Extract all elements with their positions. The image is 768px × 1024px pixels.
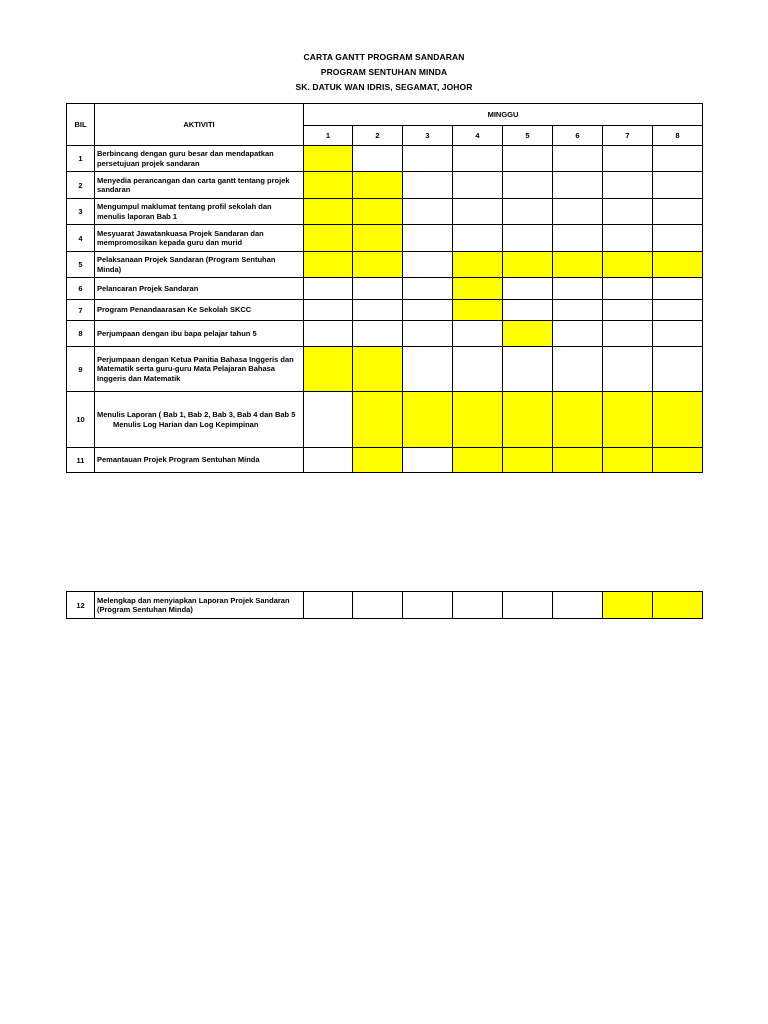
header-bil: BIL xyxy=(67,104,95,146)
week-cell-1 xyxy=(304,392,353,448)
week-cell-7 xyxy=(603,347,653,392)
week-cell-8 xyxy=(653,146,703,172)
week-cell-6 xyxy=(553,199,603,225)
week-cell-1 xyxy=(304,321,353,347)
table-row xyxy=(67,278,703,300)
row-bil: 1 xyxy=(67,146,95,172)
week-cell-8 xyxy=(653,321,703,347)
week-cell-1 xyxy=(304,592,353,619)
aktiviti-text: Mengumpul maklumat tentang profil sekolah dan menulis laporan Bab 1 xyxy=(97,202,272,221)
week-cell-3 xyxy=(403,278,453,300)
gantt-table-row-12 xyxy=(66,591,703,619)
week-cell-1 xyxy=(304,347,353,392)
row-bil: 2 xyxy=(67,172,95,199)
table-row xyxy=(67,225,703,252)
week-cell-8 xyxy=(653,225,703,252)
week-cell-4 xyxy=(453,172,503,199)
week-cell-6 xyxy=(553,392,603,448)
row-bil: 8 xyxy=(67,321,95,347)
aktiviti-text: Melengkap dan menyiapkan Laporan Projek Sandaran (Program Sentuhan Minda) xyxy=(97,595,290,614)
aktiviti-text: Berbincang dengan guru besar dan mendapatkan persetujuan projek sandaran xyxy=(97,149,274,168)
week-cell-3 xyxy=(403,592,453,619)
week-cell-8 xyxy=(653,252,703,278)
week-cell-3 xyxy=(403,392,453,448)
week-cell-8 xyxy=(653,278,703,300)
week-cell-1 xyxy=(304,278,353,300)
week-cell-6 xyxy=(553,347,603,392)
row-aktiviti xyxy=(95,347,304,392)
week-cell-3 xyxy=(403,252,453,278)
week-cell-5 xyxy=(503,172,553,199)
table-row xyxy=(67,392,703,448)
week-cell-1 xyxy=(304,300,353,321)
row-aktiviti xyxy=(95,592,304,619)
week-cell-7 xyxy=(603,225,653,252)
gantt-table xyxy=(66,103,703,473)
aktiviti-text: Mesyuarat Jawatankuasa Projek Sandaran dan mempromosikan kepada guru dan murid xyxy=(97,228,264,247)
week-cell-8 xyxy=(653,199,703,225)
row-aktiviti xyxy=(95,199,304,225)
aktiviti-text: Menyedia perancangan dan carta gantt tentang projek sandaran xyxy=(97,175,290,194)
week-cell-3 xyxy=(403,347,453,392)
row-bil: 5 xyxy=(67,252,95,278)
week-cell-1 xyxy=(304,172,353,199)
aktiviti-text: Pelancaran Projek Sandaran xyxy=(97,283,199,293)
week-cell-3 xyxy=(403,300,453,321)
week-cell-6 xyxy=(553,592,603,619)
header-week-5: 5 xyxy=(503,126,553,146)
week-cell-4 xyxy=(453,252,503,278)
week-cell-6 xyxy=(553,252,603,278)
week-cell-3 xyxy=(403,172,453,199)
week-cell-7 xyxy=(603,392,653,448)
week-cell-4 xyxy=(453,278,503,300)
title-line-1: CARTA GANTT PROGRAM SANDARAN xyxy=(303,52,465,62)
week-cell-2 xyxy=(353,321,403,347)
week-cell-4 xyxy=(453,448,503,473)
week-cell-1 xyxy=(304,448,353,473)
row-bil: 7 xyxy=(67,300,95,321)
week-cell-5 xyxy=(503,321,553,347)
title-line-3: SK. DATUK WAN IDRIS, SEGAMAT, JOHOR xyxy=(295,82,473,92)
week-cell-4 xyxy=(453,300,503,321)
week-cell-8 xyxy=(653,392,703,448)
week-cell-4 xyxy=(453,146,503,172)
row-aktiviti xyxy=(95,448,304,473)
table-row xyxy=(67,252,703,278)
week-cell-8 xyxy=(653,448,703,473)
week-cell-8 xyxy=(653,300,703,321)
week-cell-2 xyxy=(353,225,403,252)
row-aktiviti xyxy=(95,278,304,300)
week-cell-5 xyxy=(503,252,553,278)
week-cell-3 xyxy=(403,199,453,225)
week-cell-4 xyxy=(453,225,503,252)
row-bil: 4 xyxy=(67,225,95,252)
document-titles xyxy=(0,50,768,95)
header-week-2: 2 xyxy=(353,126,403,146)
week-cell-1 xyxy=(304,199,353,225)
week-cell-7 xyxy=(603,252,653,278)
week-cell-5 xyxy=(503,225,553,252)
week-cell-2 xyxy=(353,448,403,473)
week-cell-1 xyxy=(304,252,353,278)
row-aktiviti xyxy=(95,225,304,252)
week-cell-6 xyxy=(553,278,603,300)
title-line-2: PROGRAM SENTUHAN MINDA xyxy=(320,67,448,77)
week-cell-7 xyxy=(603,321,653,347)
week-cell-5 xyxy=(503,199,553,225)
header-week-4: 4 xyxy=(453,126,503,146)
aktiviti-text: Perjumpaan dengan ibu bapa pelajar tahun 5 xyxy=(97,328,257,338)
row-aktiviti xyxy=(95,300,304,321)
header-week-3: 3 xyxy=(403,126,453,146)
week-cell-7 xyxy=(603,300,653,321)
aktiviti-text: Pemantauan Projek Program Sentuhan Minda xyxy=(97,455,260,465)
week-cell-7 xyxy=(603,278,653,300)
week-cell-5 xyxy=(503,448,553,473)
row-aktiviti xyxy=(95,172,304,199)
aktiviti-text: Perjumpaan dengan Ketua Panitia Bahasa Inggeris dan Matematik serta guru-guru Mata Pelajaran Bahasa Inggeris dan Matematik xyxy=(97,354,294,383)
table-row xyxy=(67,448,703,473)
week-cell-2 xyxy=(353,278,403,300)
table-row xyxy=(67,300,703,321)
table-row xyxy=(67,592,703,619)
header-minggu: MINGGU xyxy=(304,104,703,126)
week-cell-6 xyxy=(553,300,603,321)
table-row xyxy=(67,321,703,347)
week-cell-6 xyxy=(553,146,603,172)
row-bil: 11 xyxy=(67,448,95,473)
week-cell-7 xyxy=(603,146,653,172)
week-cell-6 xyxy=(553,172,603,199)
row-aktiviti xyxy=(95,321,304,347)
week-cell-4 xyxy=(453,592,503,619)
row-aktiviti xyxy=(95,252,304,278)
row-bil: 3 xyxy=(67,199,95,225)
week-cell-2 xyxy=(353,146,403,172)
table-row xyxy=(67,199,703,225)
week-cell-2 xyxy=(353,252,403,278)
row-bil: 12 xyxy=(67,592,95,619)
week-cell-2 xyxy=(353,392,403,448)
week-cell-2 xyxy=(353,199,403,225)
row-bil: 6 xyxy=(67,278,95,300)
week-cell-1 xyxy=(304,225,353,252)
week-cell-5 xyxy=(503,278,553,300)
week-cell-5 xyxy=(503,146,553,172)
week-cell-1 xyxy=(304,146,353,172)
week-cell-2 xyxy=(353,300,403,321)
row-bil: 9 xyxy=(67,347,95,392)
header-week-6: 6 xyxy=(553,126,603,146)
header-week-8: 8 xyxy=(653,126,703,146)
week-cell-7 xyxy=(603,448,653,473)
week-cell-8 xyxy=(653,347,703,392)
week-cell-6 xyxy=(553,321,603,347)
header-aktiviti: AKTIVITI xyxy=(95,104,304,146)
week-cell-4 xyxy=(453,347,503,392)
week-cell-4 xyxy=(453,321,503,347)
table-row xyxy=(67,172,703,199)
week-cell-7 xyxy=(603,172,653,199)
week-cell-6 xyxy=(553,448,603,473)
week-cell-8 xyxy=(653,592,703,619)
week-cell-2 xyxy=(353,172,403,199)
week-cell-3 xyxy=(403,225,453,252)
aktiviti-text: Menulis Laporan ( Bab 1, Bab 2, Bab 3, Bab 4 dan Bab 5 xyxy=(97,410,296,419)
row-aktiviti xyxy=(95,392,304,448)
week-cell-8 xyxy=(653,172,703,199)
week-cell-2 xyxy=(353,347,403,392)
week-cell-5 xyxy=(503,347,553,392)
week-cell-6 xyxy=(553,225,603,252)
week-cell-5 xyxy=(503,300,553,321)
row-aktiviti xyxy=(95,146,304,172)
week-cell-7 xyxy=(603,199,653,225)
week-cell-5 xyxy=(503,392,553,448)
week-cell-2 xyxy=(353,592,403,619)
table-row xyxy=(67,146,703,172)
aktiviti-text-secondary: Menulis Log Harian dan Log Kepimpinan xyxy=(113,419,259,429)
aktiviti-text: Program Penandaarasan Ke Sekolah SKCC xyxy=(97,305,252,315)
header-week-7: 7 xyxy=(603,126,653,146)
row-bil: 10 xyxy=(67,392,95,448)
week-cell-3 xyxy=(403,448,453,473)
table-row xyxy=(67,347,703,392)
week-cell-4 xyxy=(453,199,503,225)
week-cell-7 xyxy=(603,592,653,619)
week-cell-5 xyxy=(503,592,553,619)
week-cell-3 xyxy=(403,321,453,347)
header-week-1: 1 xyxy=(304,126,353,146)
aktiviti-text: Pelaksanaan Projek Sandaran (Program Sentuhan Minda) xyxy=(97,255,276,274)
week-cell-3 xyxy=(403,146,453,172)
week-cell-4 xyxy=(453,392,503,448)
